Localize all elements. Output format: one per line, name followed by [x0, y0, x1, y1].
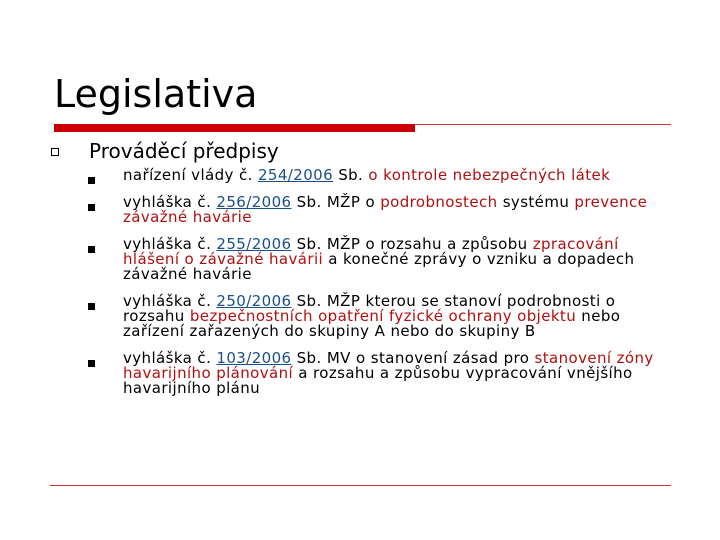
filled-square-bullet-icon: [88, 360, 95, 367]
filled-square-bullet-icon: [88, 246, 95, 253]
text-segment: a rozsahu a způsobu vypracování vnějšího havarijního plánu: [123, 364, 633, 397]
slide-title: Legislativa: [54, 72, 258, 116]
text-segment: vyhláška č.: [123, 349, 217, 367]
list-item-text: [123, 237, 668, 282]
regulation-number-link[interactable]: 255/2006: [216, 235, 292, 253]
list-item: [88, 351, 668, 396]
section-heading: Prováděcí předpisy: [89, 139, 279, 163]
list-item: [88, 168, 668, 183]
list-item: [88, 195, 668, 225]
text-segment: Sb. MŽP o: [291, 193, 381, 211]
text-segment: Sb. MŽP o rozsahu a způsobu: [291, 235, 533, 253]
footer-divider-line: [50, 485, 671, 486]
list-item-text: [123, 168, 668, 183]
regulation-number-link[interactable]: 103/2006: [216, 349, 292, 367]
filled-square-bullet-icon: [88, 303, 95, 310]
filled-square-bullet-icon: [88, 177, 95, 184]
filled-square-bullet-icon: [88, 204, 95, 211]
text-segment: Sb. MV o stanovení zásad pro: [291, 349, 535, 367]
highlighted-text: prevence závažné havárie: [123, 193, 648, 226]
list-item-text: [123, 351, 668, 396]
text-segment: a konečné zprávy o vzniku a dopadech závažné havárie: [123, 250, 635, 283]
highlighted-text: stanovení zóny havarijního plánování: [123, 349, 654, 382]
text-segment: vyhláška č.: [123, 193, 217, 211]
title-divider-line: [415, 124, 671, 125]
list-item-text: [123, 294, 668, 339]
text-segment: Sb. MŽP kterou se stanoví podrobnosti o rozsahu: [123, 292, 616, 325]
text-segment: vyhláška č.: [123, 235, 217, 253]
text-segment: vyhláška č.: [123, 292, 217, 310]
hollow-square-bullet-icon: [51, 148, 59, 156]
list-item: [88, 294, 668, 339]
regulation-list: [88, 168, 668, 408]
title-accent-bar: [54, 124, 415, 132]
text-segment: Sb.: [333, 166, 369, 184]
regulation-number-link[interactable]: 250/2006: [216, 292, 292, 310]
highlighted-text: o kontrole nebezpečných látek: [368, 166, 611, 184]
text-segment: nebo zařízení zařazených do skupiny A nebo do skupiny B: [123, 307, 621, 340]
text-segment: systému: [497, 193, 575, 211]
highlighted-text: bezpečnostních opatření fyzické ochrany objektu: [189, 307, 577, 325]
highlighted-text: podrobnostech: [380, 193, 498, 211]
list-item-text: [123, 195, 668, 225]
list-item: [88, 237, 668, 282]
text-segment: nařízení vlády č.: [123, 166, 258, 184]
highlighted-text: zpracování hlášení o závažné havárii: [123, 235, 619, 268]
regulation-number-link[interactable]: 254/2006: [257, 166, 334, 184]
regulation-number-link[interactable]: 256/2006: [216, 193, 292, 211]
